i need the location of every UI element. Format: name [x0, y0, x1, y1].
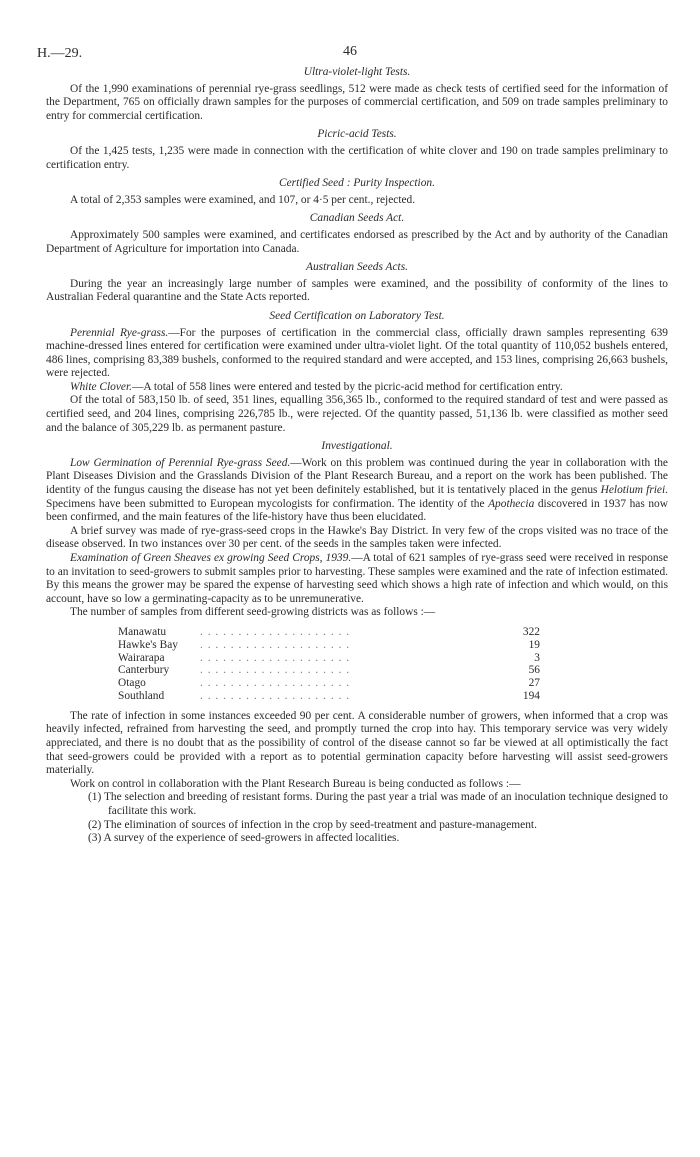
paragraph-australian-seeds: During the year an increasingly large number of samples were examined, and the possibility of conformity of the lines to Australian Federal quarantine and the State Acts reported. — [46, 277, 668, 304]
district-name: Hawke's Bay — [118, 638, 178, 651]
paragraph-perennial-rye-grass — [46, 327, 668, 381]
list-item: (1) The selection and breeding of resistant forms. During the past year a trial was made of an inoculation technique designed to facilitate this work. — [88, 791, 668, 817]
paragraph-total-seed: Of the total of 583,150 lb. of seed, 351 lines, equalling 356,365 lb., conformed to the required standard of test and were passed as certified seed, and 204 lines, comprising 226,785 lb., were rejected. Of the quantity passed, 51,136 lb. were classified as mother seed and the balance of 305,229 lb. as permanent pasture. — [46, 394, 668, 434]
table-row — [118, 652, 540, 665]
districts-table — [118, 626, 540, 703]
dot-leader: . . . . . . . . . . . . . . . . . . . . — [200, 677, 351, 690]
page-number: 46 — [343, 44, 357, 59]
paragraph-control-work: Work on control in collaboration with the Plant Research Bureau is being conducted as follows :— — [70, 777, 521, 790]
text-low-germination-c: discovered in 1937 has now been confirmed, and the main features of the life-history have thus been elucidated. — [46, 497, 668, 524]
district-count: 322 — [522, 625, 540, 638]
paragraph-green-sheaves — [46, 552, 668, 606]
text-perennial-rye-grass: —For the purposes of certification in the commercial class, officially drawn samples representing 639 machine-dressed lines entered for certification were examined under ultra-violet light. Of the total quantity of 110,052 bushels entered, 486 lines, comprising 83,389 bushels, conformed to the required standard and were accepted, and 153 lines, comprising 26,663 bushels, were rejected. — [46, 326, 668, 380]
table-row — [118, 664, 540, 677]
paragraph-infection-rate: The rate of infection in some instances exceeded 90 per cent. A considerable number of growers, when informed that a crop was heavily infected, refrained from harvesting the seed, and promptly turned the crop into hay. This temporary service was very widely appreciated, and there is no doubt that as the possibility of control of the disease cannot so far be viewed at all optimistically the fact that seed-growers could be provided with a report as to potential germination capacity before harvesting will assist seed-growers materially. — [46, 709, 668, 777]
text-white-clover: —A total of 558 lines were entered and tested by the picric-acid method for certification entry. — [132, 380, 563, 393]
district-name: Canterbury — [118, 664, 170, 677]
dot-leader: . . . . . . . . . . . . . . . . . . . . — [200, 664, 351, 677]
district-count: 3 — [534, 651, 540, 664]
paragraph-districts-intro: The number of samples from different seed-growing districts was as follows :— — [70, 606, 436, 619]
district-count: 27 — [528, 677, 540, 690]
apothecia-term: Apothecia — [488, 497, 535, 510]
heading-investigational: Investigational. — [321, 440, 393, 453]
list-item: (2) The elimination of sources of infection in the crop by seed-treatment and pasture-management. — [88, 818, 537, 831]
table-row — [118, 626, 540, 639]
district-name: Wairarapa — [118, 651, 165, 664]
list-item: (3) A survey of the experience of seed-growers in affected localities. — [88, 832, 400, 845]
heading-canadian-seeds: Canadian Seeds Act. — [309, 212, 405, 225]
paragraph-white-clover — [46, 381, 668, 395]
paragraph-picric-acid: Of the 1,425 tests, 1,235 were made in connection with the certification of white clover and 190 on trade samples preliminary to certification entry. — [46, 144, 668, 171]
district-name: Otago — [118, 677, 146, 690]
district-count: 19 — [528, 638, 540, 651]
heading-australian-seeds: Australian Seeds Acts. — [306, 261, 408, 274]
heading-ultra-violet: Ultra-violet-light Tests. — [303, 66, 411, 78]
dot-leader: . . . . . . . . . . . . . . . . . . . . — [200, 651, 351, 664]
district-count: 56 — [528, 664, 540, 677]
table-row — [118, 639, 540, 652]
paragraph-purity-inspection: A total of 2,353 samples were examined, and 107, or 4·5 per cent., rejected. — [70, 193, 416, 206]
heading-picric-acid: Picric-acid Tests. — [317, 128, 397, 141]
paragraph-ultra-violet: Of the 1,990 examinations of perennial rye-grass seedlings, 512 were made as check tests of certified seed for the information of the Department, 765 on officially drawn samples for the purposes of commercial certification, and 509 on trade samples preliminary to entry for commercial certification. — [46, 82, 668, 122]
paragraph-hawkes-bay-survey: A brief survey was made of rye-grass-seed crops in the Hawke's Bay District. In very few of the crops visited was no trace of the disease observed. In two instances over 30 per cent. of the seeds in the samples taken were infected. — [46, 524, 668, 551]
page-reference: H.—29. — [37, 46, 83, 61]
genus-name: Helotium friei — [600, 484, 666, 497]
district-count: 194 — [522, 689, 540, 702]
dot-leader: . . . . . . . . . . . . . . . . . . . . — [200, 689, 351, 702]
paragraph-canadian-seeds: Approximately 500 samples were examined, and certificates endorsed as prescribed by the Act and by authority of the Canadian Department of Agriculture for importation into Canada. — [46, 228, 668, 255]
lead-white-clover: White Clover. — [70, 380, 133, 393]
dot-leader: . . . . . . . . . . . . . . . . . . . . — [200, 638, 351, 651]
paragraph-low-germination — [46, 457, 668, 525]
district-name: Manawatu — [118, 625, 167, 638]
heading-seed-certification: Seed Certification on Laboratory Test. — [269, 309, 445, 322]
district-name: Southland — [118, 689, 165, 702]
text-low-germination-b: . Specimens have been submitted to European mycologists for confirmation. The identity of the — [46, 484, 668, 510]
table-row — [118, 677, 540, 690]
text-low-germination-a: —Work on this problem was continued during the year in collaboration with the Plant Diseases Division and the Grasslands Division of the Plant Research Bureau, and a report on the work has been published. The identity of the fungus causing the disease has not yet been definitely established, but it is tentatively placed in the genus — [46, 456, 668, 497]
heading-purity-inspection: Certified Seed : Purity Inspection. — [279, 177, 435, 190]
lead-low-germination: Low Germination of Perennial Rye-grass Seed. — [70, 456, 291, 469]
dot-leader: . . . . . . . . . . . . . . . . . . . . — [200, 625, 351, 638]
text-green-sheaves: —A total of 621 samples of rye-grass seed were received in response to an invitation to seed-growers to submit samples prior to harvesting. These samples were examined and the rate of infection estimated. By this means the grower may be spared the expense of harvesting seed which shows a high rate of infection and which would, on this account, have so low a germinating-capacity as to be unremunerative. — [46, 552, 668, 605]
table-row — [118, 690, 540, 703]
page-body — [46, 66, 668, 846]
lead-perennial-rye-grass: Perennial Rye-grass. — [70, 326, 169, 339]
lead-green-sheaves: Examination of Green Sheaves ex growing Seed Crops, 1939. — [70, 552, 352, 564]
